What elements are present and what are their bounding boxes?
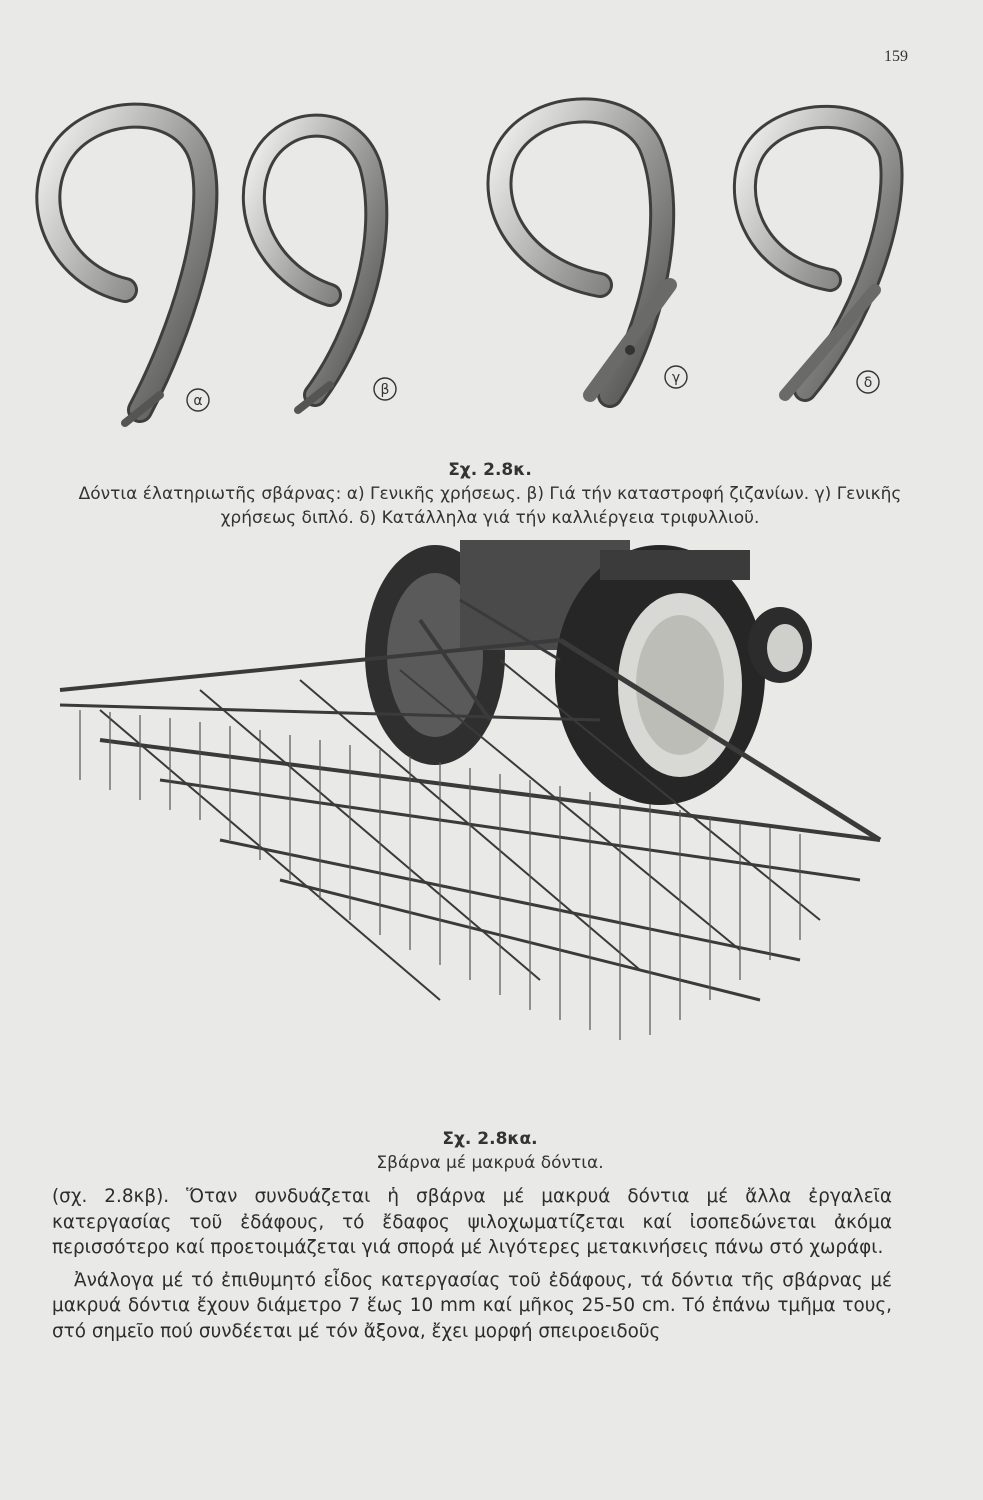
marker-b xyxy=(374,378,396,400)
body-paragraph-1: (σχ. 2.8κβ). Ὅταν συνδυάζεται ἡ σβάρνα μέ μακρυά δόντια μέ ἄλλα ἐργαλεῖα κατεργασίας τοῦ ἐδάφους, τό ἔδαφος ψιλοχωματίζεται καί ἰσοπεδώνεται ἀκόμα περισσότερο καί προετοιμάζεται γιά σπορά μέ λιγότερες μετακινήσεις πάνω στό χωράφι. xyxy=(52,1186,892,1258)
tine-g-image xyxy=(499,110,670,395)
figure-caption-tines xyxy=(50,458,930,530)
tine-b-image xyxy=(254,126,376,410)
tine-d-image xyxy=(745,117,892,395)
marker-b-label: β xyxy=(380,382,390,398)
marker-d xyxy=(857,371,879,393)
marker-g-label: γ xyxy=(671,370,681,386)
figure-label-harrow: Σχ. 2.8κα. xyxy=(442,1129,538,1149)
tractor-image xyxy=(365,540,812,805)
spring-tines-figure xyxy=(30,95,940,445)
figure-caption-text-harrow: Σβάρνα μέ μακρυά δόντια. xyxy=(376,1153,604,1173)
marker-g xyxy=(665,366,687,388)
body-text xyxy=(52,1184,892,1344)
figure-caption-harrow xyxy=(50,1127,930,1175)
marker-a xyxy=(187,389,209,411)
body-paragraph-2: Ἀνάλογα μέ τό ἐπιθυμητό εἶδος κατεργασίας τοῦ ἐδάφους, τά δόντια τῆς σβάρνας μέ μακρυά δόντια ἔχουν διάμετρο 7 ἕως 10 mm καί μῆκος 25-50 cm. Τό ἐπάνω τμῆμα τους, στό σημεῖο πού συνδέεται μέ τόν ἄξονα, ἔχει μορφή σπειροειδοῦς xyxy=(52,1269,892,1342)
marker-a-label: α xyxy=(193,393,203,409)
page-number: 159 xyxy=(884,48,908,65)
figure-caption-text-tines: Δόντια έλατηριωτῆς σβάρνας: α) Γενικῆς χρήσεως. β) Γιά τήν καταστροφή ζιζανίων. γ) Γενικῆς χρήσεως διπλό. δ) Κατάλληλα γιά τήν καλλιέργεια τριφυλλιοῦ. xyxy=(78,484,902,528)
tine-a-image xyxy=(48,116,205,423)
figure-label-tines: Σχ. 2.8κ. xyxy=(448,460,532,480)
marker-d-label: δ xyxy=(863,375,873,391)
harrow-tractor-photo xyxy=(40,540,900,1130)
